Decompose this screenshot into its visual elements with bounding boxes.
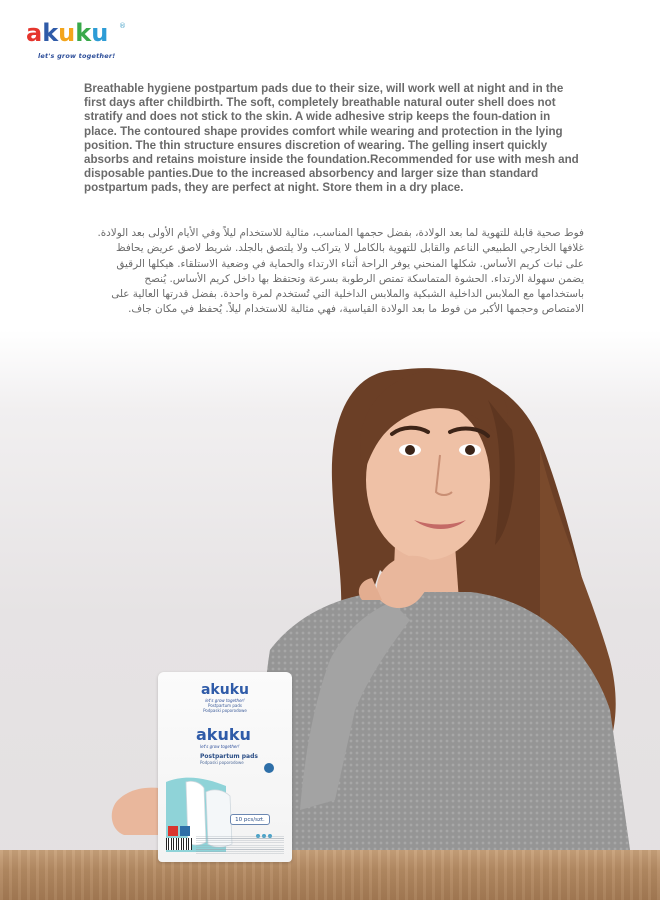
package-count-badge: 10 pcs/szt.: [230, 814, 270, 825]
logo-tagline: let's grow together!: [38, 52, 116, 60]
description-arabic: فوط صحية قابلة للتهوية لما بعد الولادة، بفضل حجمها المناسب، مثالية للاستخدام ليلاً وفي الأيام الأولى بعد الولادة. غلافها الخارجي الطبيعي الناعم والقابل للتهوية بالكامل لا يتراكب ولا يلتصق بالجلد. شريط لاصق عريض يحافظ على ثبات كريم الأساس. شكلها المنحني يوفر الراحة أثناء الارتداء والحماية في وضعية الاستلقاء. هيكلها الرقيق يضمن سهولة الارتداء. الحشوة المتماسكة تمتص الرطوبة بسرعة وتحتفظ بها داخل كريم الأساس. يُنصح باستخدامها مع الملابس الداخلية الشبكية والملابس الداخلية التي تُستخدم لمرة واحدة. بفضل قدرتها العالية على الامتصاص وحجمها الأكبر من فوط ما بعد الولادة القياسية، فهي مثالية للاستخدام ليلاً. يُحفظ في مكان جاف.: [97, 227, 584, 316]
registered-mark: ®: [119, 22, 126, 30]
product-package: [158, 672, 292, 862]
logo-letter-u2: u: [91, 19, 109, 47]
package-barcode: [166, 838, 192, 850]
package-top-logo: akuku: [200, 682, 249, 698]
package-front-tagline: let's grow together!: [200, 744, 240, 749]
package-front: [166, 722, 284, 852]
package-top-tagline: let's grow together!: [205, 698, 245, 703]
package-subtitle: Podpaski poporodowe: [200, 760, 244, 765]
product-photo: [0, 330, 660, 900]
logo-letter-a: a: [26, 19, 43, 47]
package-top-line-1: Postpartum pads: [208, 703, 242, 708]
package-top-label: [164, 676, 286, 720]
brand-logo: [26, 20, 136, 66]
logo-letter-u: u: [58, 19, 76, 47]
woman-illustration: [0, 330, 660, 900]
wooden-table: [0, 850, 660, 900]
logo-letter-k2: k: [75, 19, 92, 47]
package-title: Postpartum pads: [200, 753, 258, 760]
package-fine-print: [196, 836, 284, 854]
package-top-line-2: Podpaski poporodowe: [203, 708, 247, 713]
package-front-logo: akuku: [196, 725, 251, 744]
description-english: Breathable hygiene postpartum pads due to their size, will work well at night and in the first days after childbirth. The soft, completely breathable natural outer shell does not stratify and does not stick to the skin. A wide adhesive strip keeps the foun-dation in place. The contoured shape provides comfort while wearing and protection in the lying position. The thin structure ensures discretion of wearing. The gelling insert quickly absorbs and retains moisture inside the foundation.Recommended for use with mesh and disposable panties.Due to the increased absorbency and larger size than standard postpartum pads, they are perfect at night. Store them in a dry place.: [84, 82, 579, 195]
logo-letter-k: k: [42, 19, 59, 47]
